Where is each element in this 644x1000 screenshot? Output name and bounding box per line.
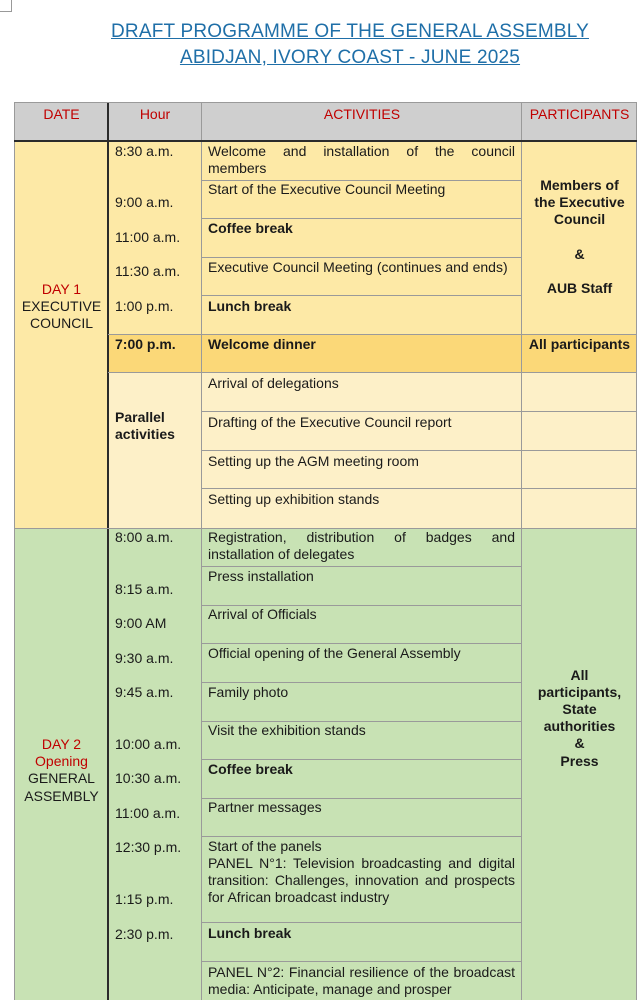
page-title-line1: DRAFT PROGRAMME OF THE GENERAL ASSEMBLY [111, 21, 589, 42]
day2-participants: All [570, 667, 589, 683]
table-border-right [636, 102, 637, 1000]
day1-sep [202, 257, 522, 258]
day1-participants: & [574, 246, 585, 262]
day2-activity: Registration, distribution of badges and [208, 529, 515, 545]
day2-participants: State [562, 701, 597, 717]
day2-subtitle-2: GENERAL [28, 770, 95, 786]
parallel-sep [202, 488, 637, 489]
day2-activity: Partner messages [208, 799, 322, 815]
day2-activity: Lunch break [208, 925, 292, 941]
parallel-activity: Arrival of delegations [208, 375, 339, 391]
col-header-activities: ACTIVITIES [202, 102, 522, 140]
parallel-activity: Setting up exhibition stands [208, 491, 380, 507]
day1-participants: the Executive [534, 194, 625, 210]
day1-label: DAY 1 [41, 281, 82, 297]
day2-activity: for African broadcast industry [208, 889, 390, 905]
day1-date-cell [15, 140, 108, 528]
day2-sep [202, 922, 522, 923]
parallel-activity: Setting up the AGM meeting room [208, 453, 419, 469]
day2-hour: 11:00 a.m. [115, 805, 181, 821]
col-divider-activities-participants [521, 102, 522, 1000]
day1-activity: Coffee break [208, 220, 293, 236]
table-border-top [14, 102, 637, 103]
col-header-hour: Hour [108, 102, 202, 140]
day2-activity: Coffee break [208, 761, 293, 777]
day1-dinner-bottom [108, 372, 637, 373]
day1-participants-dinner: All participants [528, 336, 631, 352]
day1-sep [202, 218, 522, 219]
col-divider-date-hour [107, 102, 109, 1000]
day2-sep [202, 682, 522, 683]
day2-subtitle-3: ASSEMBLY [24, 788, 99, 804]
day1-sep [202, 295, 522, 296]
day2-hour: 10:00 a.m. [115, 736, 182, 752]
parallel-sep [202, 411, 637, 412]
day1-activity: members [208, 160, 267, 176]
day1-hour: 1:00 p.m. [115, 298, 174, 314]
day2-hour: 10:30 a.m. [115, 770, 182, 786]
day2-activity: installation of delegates [208, 546, 355, 562]
day1-activity: Executive Council Meeting (continues and ends) [208, 259, 508, 275]
day2-sep [202, 566, 522, 567]
col-header-date: DATE [15, 102, 108, 140]
day2-hour: 8:15 a.m. [115, 581, 174, 597]
day1-subtitle-2: COUNCIL [29, 315, 93, 331]
day1-participants: AUB Staff [546, 280, 613, 296]
parallel-label: activities [115, 426, 175, 442]
day2-hour: 2:30 p.m. [115, 926, 174, 942]
parallel-hour-cell [108, 372, 202, 528]
day2-activity: PANEL N°1: Television broadcasting and digital [208, 855, 515, 871]
day1-hour: 7:00 p.m. [115, 336, 176, 352]
day2-activity: transition: Challenges, innovation and prospects [208, 872, 515, 888]
day1-activity: Start of the Executive Council Meeting [208, 181, 446, 197]
day1-activity: Welcome and installation of the council [208, 143, 515, 159]
day2-hour: 8:00 a.m. [115, 529, 174, 545]
day1-participants: Council [553, 211, 606, 227]
day2-hour: 1:15 p.m. [115, 891, 174, 907]
col-header-participants: PARTICIPANTS [522, 102, 637, 140]
day1-dinner-top [108, 334, 637, 335]
day2-hour: 9:45 a.m. [115, 684, 174, 700]
day1-participants: Members of [540, 177, 619, 193]
day2-hour: 9:30 a.m. [115, 650, 174, 666]
page-corner-mark [0, 0, 12, 12]
day2-activity: media: Anticipate, manage and prosper [208, 981, 452, 997]
table-border-left [14, 102, 15, 1000]
day1-hour: 9:00 a.m. [115, 194, 174, 210]
parallel-sep [202, 450, 637, 451]
day2-activity: Arrival of Officials [208, 606, 317, 622]
day1-hour: 11:00 a.m. [115, 229, 181, 245]
day2-activity: Press installation [208, 568, 314, 584]
day2-sep [202, 759, 522, 760]
header-bottom-line [14, 140, 637, 142]
day2-activity: Visit the exhibition stands [208, 722, 366, 738]
day2-subtitle-1: Opening [35, 753, 88, 769]
parallel-activity: Drafting of the Executive Council report [208, 414, 452, 430]
day2-participants: authorities [543, 718, 616, 734]
day2-activity: Official opening of the General Assembly [208, 645, 461, 661]
day1-hour: 8:30 a.m. [115, 143, 174, 159]
day2-sep [202, 643, 522, 644]
day2-activity: PANEL N°2: Financial resilience of the broadcast [208, 964, 515, 980]
day1-subtitle-1: EXECUTIVE [21, 298, 102, 314]
parallel-label: Parallel [115, 409, 165, 425]
day2-participants: Press [560, 753, 599, 769]
day2-hour: 12:30 p.m. [115, 839, 182, 855]
day1-activity: Welcome dinner [208, 336, 316, 352]
day2-hour: 9:00 AM [115, 615, 167, 631]
day2-label: DAY 2 [41, 736, 82, 752]
day1-activity: Lunch break [208, 298, 292, 314]
day2-activity: Family photo [208, 684, 289, 700]
day2-participants: & [574, 735, 585, 751]
day2-activity: Start of the panels [208, 838, 322, 854]
day1-hour: 11:30 a.m. [115, 263, 181, 279]
day1-participants-cell [522, 140, 637, 334]
col-divider-hour-activities [201, 102, 202, 1000]
day2-sep [202, 961, 522, 962]
page-title-line2: ABIDJAN, IVORY COAST - JUNE 2025 [179, 47, 521, 68]
day2-sep [202, 836, 522, 837]
day2-participants: participants, [537, 684, 622, 700]
